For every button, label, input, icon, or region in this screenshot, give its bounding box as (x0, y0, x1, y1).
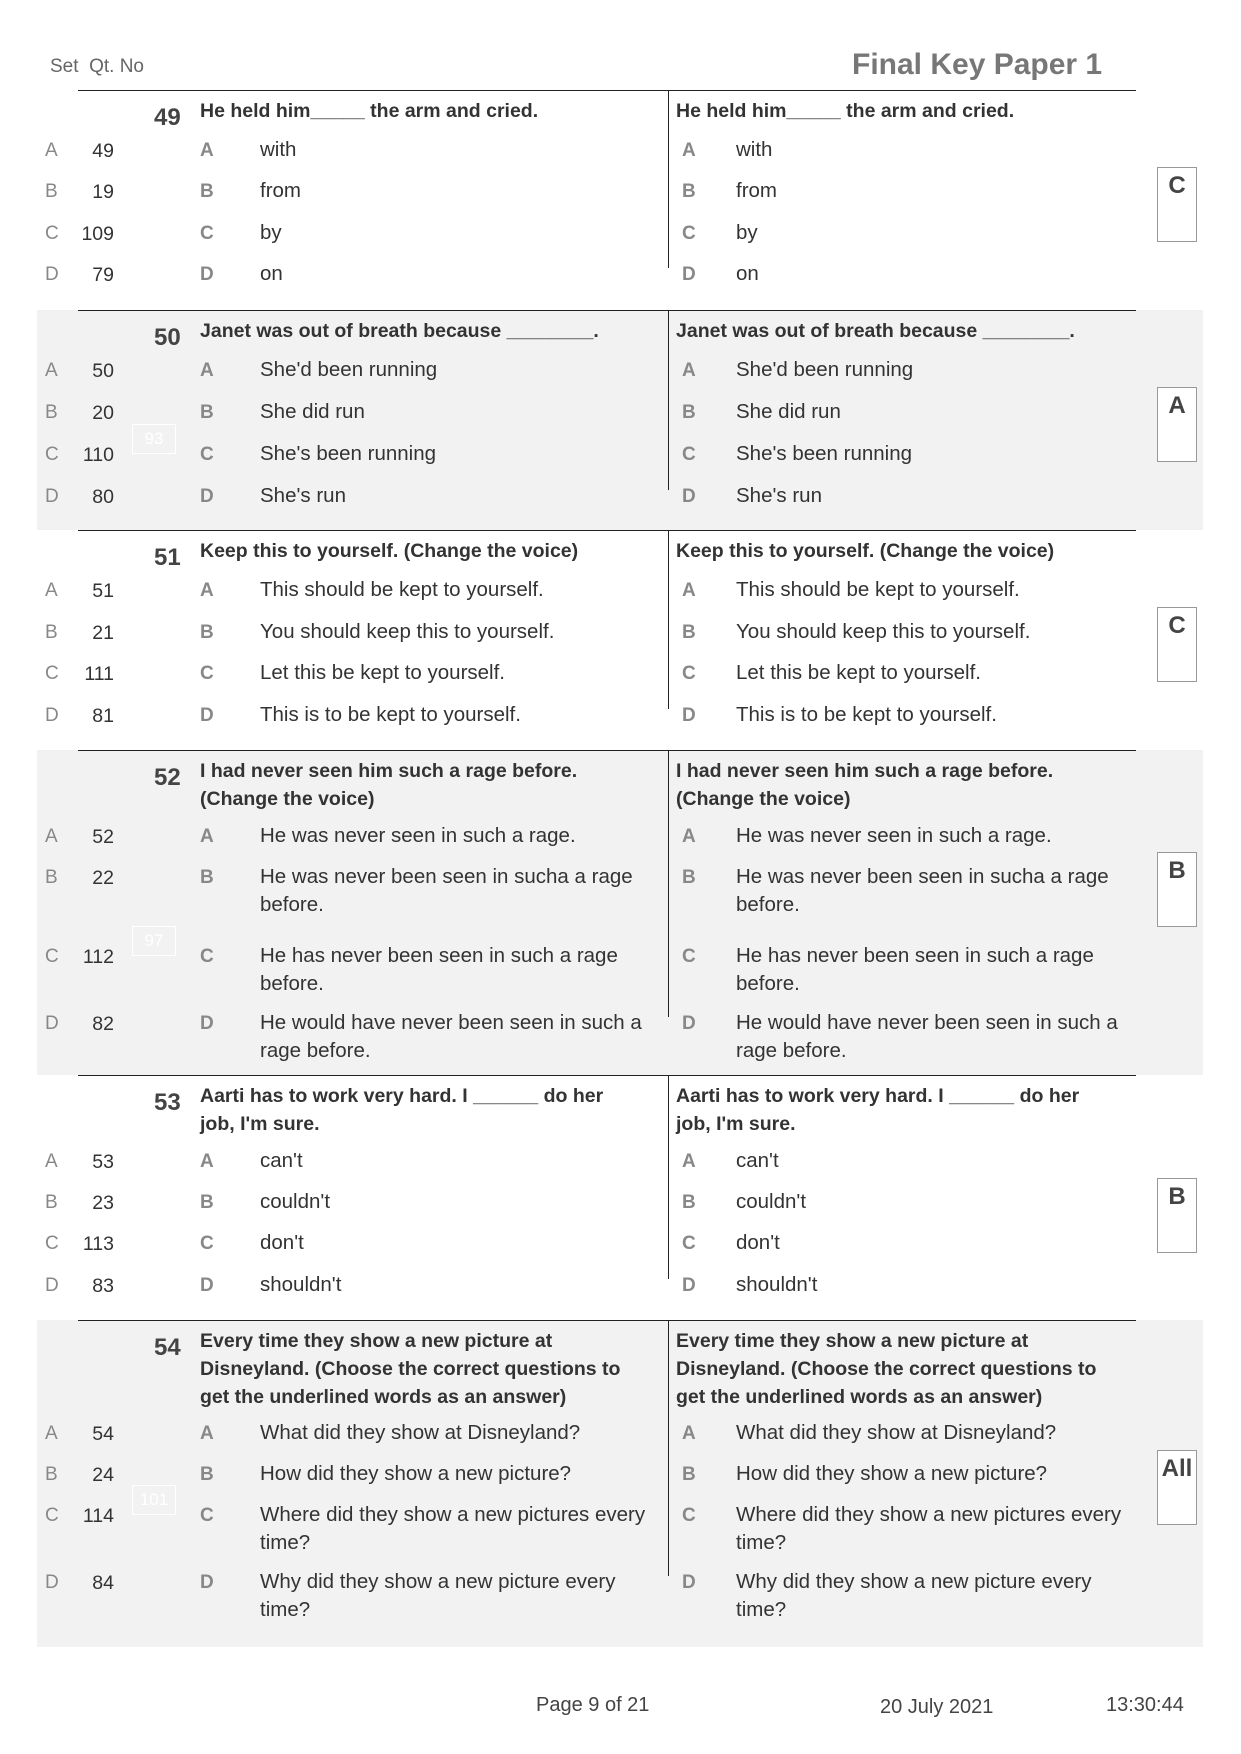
set-letter: B (45, 622, 58, 643)
option-text-right: Why did they show a new picture every time? (736, 1570, 1092, 1621)
option-text-right: He was never seen in such a rage. (736, 824, 1052, 847)
option-text-left: from (260, 179, 301, 202)
option-letter-right: B (682, 867, 696, 888)
set-question-number: 79 (92, 264, 114, 286)
option-text-right: She did run (736, 400, 841, 423)
question-number: 53 (154, 1089, 181, 1116)
option-text-left: don't (260, 1231, 304, 1254)
set-letter: D (45, 1572, 59, 1593)
answer-key-box: A (1157, 387, 1197, 462)
question-number: 49 (154, 104, 181, 131)
set-question-number: 114 (82, 1505, 114, 1527)
option-letter-right: B (682, 181, 696, 202)
option-letter-left: D (200, 264, 214, 285)
option-letter-right: C (682, 1233, 696, 1254)
option-text-right: This should be kept to yourself. (736, 578, 1020, 601)
option-letter-left: C (200, 663, 214, 684)
option-text-left: shouldn't (260, 1273, 342, 1296)
set-letter: C (45, 1505, 59, 1526)
column-divider (668, 530, 669, 709)
set-letter: C (45, 444, 59, 465)
question-stem-left: Janet was out of breath because ________. (200, 320, 599, 342)
option-letter-left: B (200, 622, 214, 643)
option-letter-left: A (200, 1151, 214, 1172)
set-letter: A (45, 140, 58, 161)
option-letter-right: C (682, 1505, 696, 1526)
set-question-number: 84 (92, 1572, 114, 1594)
option-letter-right: B (682, 1192, 696, 1213)
set-question-number: 19 (92, 181, 114, 203)
answer-key-box: C (1157, 167, 1197, 242)
option-letter-right: B (682, 622, 696, 643)
option-letter-left: C (200, 1505, 214, 1526)
option-letter-right: B (682, 402, 696, 423)
option-letter-right: D (682, 264, 696, 285)
option-letter-left: A (200, 826, 214, 847)
option-text-right: Let this be kept to yourself. (736, 661, 981, 684)
option-text-left: He was never seen in such a rage. (260, 824, 576, 847)
option-text-right: He would have never been seen in such a rage before. (736, 1011, 1118, 1062)
option-letter-right: A (682, 1423, 696, 1444)
option-letter-left: D (200, 1013, 214, 1034)
option-letter-left: D (200, 486, 214, 507)
option-letter-left: A (200, 1423, 214, 1444)
set-question-number: 21 (92, 622, 114, 644)
option-letter-left: C (200, 223, 214, 244)
option-text-left: She'd been running (260, 358, 438, 381)
option-text-right: with (736, 138, 773, 161)
option-text-right: You should keep this to yourself. (736, 620, 1031, 643)
set-letter: A (45, 1423, 58, 1444)
page-number: Page 9 of 21 (536, 1694, 650, 1716)
option-text-left: This is to be kept to yourself. (260, 703, 521, 726)
option-text-right: He was never been seen in sucha a rage before. (736, 865, 1109, 916)
answer-key-box: B (1157, 1178, 1197, 1253)
set-letter: C (45, 223, 59, 244)
question-number: 51 (154, 544, 181, 571)
option-text-right: can't (736, 1149, 779, 1172)
set-letter: D (45, 486, 59, 507)
option-text-right: He has never been seen in such a rage before. (736, 944, 1094, 995)
option-letter-left: B (200, 1192, 214, 1213)
option-letter-right: B (682, 1464, 696, 1485)
option-letter-left: A (200, 360, 214, 381)
set-letter: D (45, 1275, 59, 1296)
option-letter-right: A (682, 140, 696, 161)
set-letter: A (45, 580, 58, 601)
question-number: 54 (154, 1334, 181, 1361)
question-stem-right: Keep this to yourself. (Change the voice) (676, 540, 1055, 562)
option-letter-left: B (200, 867, 214, 888)
question-stem-right: Janet was out of breath because ________. (676, 320, 1075, 342)
question-divider (78, 1320, 1136, 1321)
option-text-right: She's been running (736, 442, 913, 465)
column-divider (668, 90, 669, 268)
set-letter: B (45, 867, 58, 888)
option-letter-right: D (682, 1275, 696, 1296)
answer-key-box: All (1157, 1450, 1197, 1525)
set-letter: D (45, 264, 59, 285)
option-letter-left: C (200, 946, 214, 967)
option-letter-right: A (682, 1151, 696, 1172)
option-text-left: He has never been seen in such a rage before. (260, 944, 618, 995)
option-text-left: This should be kept to yourself. (260, 578, 544, 601)
question-divider (78, 1075, 1136, 1076)
question-number: 52 (154, 764, 181, 791)
option-letter-left: B (200, 181, 214, 202)
option-text-right: by (736, 221, 758, 244)
set-question-number: 54 (92, 1423, 114, 1445)
question-divider (78, 530, 1136, 531)
option-letter-left: B (200, 402, 214, 423)
set-question-number: 109 (81, 223, 114, 245)
option-text-right: don't (736, 1231, 780, 1254)
option-letter-right: A (682, 580, 696, 601)
column-divider (668, 750, 669, 1017)
option-letter-left: C (200, 1233, 214, 1254)
option-letter-left: D (200, 705, 214, 726)
question-divider (78, 750, 1136, 751)
option-text-left: He was never been seen in sucha a rage before. (260, 865, 633, 916)
question-stem-right: Every time they show a new picture at Disneyland. (Choose the correct questions to get the underlined words as an answer) (676, 1330, 1097, 1408)
faded-reference-box: 97 (132, 926, 176, 956)
option-letter-right: C (682, 663, 696, 684)
set-label: Set (50, 56, 79, 77)
set-letter: A (45, 360, 58, 381)
page-title: Final Key Paper 1 (852, 48, 1103, 81)
question-number: 50 (154, 324, 181, 351)
set-question-number: 82 (92, 1013, 114, 1035)
set-question-number: 24 (92, 1464, 114, 1486)
set-letter: C (45, 1233, 59, 1254)
option-letter-right: A (682, 826, 696, 847)
set-question-number: 49 (92, 140, 114, 162)
option-text-left: Let this be kept to yourself. (260, 661, 505, 684)
option-letter-right: D (682, 1013, 696, 1034)
set-question-number: 113 (82, 1233, 114, 1255)
option-text-left: by (260, 221, 282, 244)
question-stem-left: I had never seen him such a rage before. (Change the voice) (200, 760, 578, 810)
option-letter-left: A (200, 580, 214, 601)
set-question-number: 83 (92, 1275, 114, 1297)
option-text-right: Where did they show a new pictures every time? (736, 1503, 1122, 1554)
question-stem-left: Keep this to yourself. (Change the voice) (200, 540, 579, 562)
question-stem-right: He held him_____ the arm and cried. (676, 100, 1015, 122)
set-letter: D (45, 705, 59, 726)
option-text-left: She's run (260, 484, 346, 507)
set-question-number: 111 (84, 663, 114, 685)
option-letter-right: D (682, 705, 696, 726)
question-stem-right: Aarti has to work very hard. I ______ do her job, I'm sure. (676, 1085, 1080, 1135)
answer-key-box: C (1157, 607, 1197, 682)
question-stem-right: I had never seen him such a rage before. (Change the voice) (676, 760, 1054, 810)
column-divider (668, 310, 669, 490)
option-text-left: She's been running (260, 442, 437, 465)
option-letter-left: D (200, 1275, 214, 1296)
qtno-label: Qt. No (89, 56, 144, 77)
option-text-right: She's run (736, 484, 822, 507)
option-text-left: How did they show a new picture? (260, 1462, 572, 1485)
option-text-left: Why did they show a new picture every time? (260, 1570, 616, 1621)
option-text-right: How did they show a new picture? (736, 1462, 1048, 1485)
set-question-number: 52 (92, 826, 114, 848)
option-text-left: Where did they show a new pictures every time? (260, 1503, 646, 1554)
column-divider (668, 1320, 669, 1576)
set-letter: C (45, 946, 59, 967)
option-letter-right: C (682, 444, 696, 465)
option-text-left: with (260, 138, 297, 161)
option-text-left: couldn't (260, 1190, 331, 1213)
option-text-left: She did run (260, 400, 365, 423)
option-letter-right: C (682, 223, 696, 244)
set-letter: B (45, 181, 58, 202)
question-stem-left: Aarti has to work very hard. I ______ do her job, I'm sure. (200, 1085, 604, 1135)
set-question-number: 110 (82, 444, 114, 466)
faded-reference-box: 93 (132, 424, 176, 454)
option-text-left: on (260, 262, 283, 285)
question-stem-left: Every time they show a new picture at Disneyland. (Choose the correct questions to get the underlined words as an answer) (200, 1330, 621, 1408)
option-text-right: couldn't (736, 1190, 807, 1213)
option-letter-left: A (200, 140, 214, 161)
set-question-number: 53 (92, 1151, 114, 1173)
option-letter-right: D (682, 1572, 696, 1593)
set-letter: D (45, 1013, 59, 1034)
option-letter-left: C (200, 444, 214, 465)
option-letter-right: A (682, 360, 696, 381)
set-question-number: 20 (92, 402, 114, 424)
set-question-number: 81 (92, 705, 114, 727)
option-text-right: shouldn't (736, 1273, 818, 1296)
set-question-number: 80 (92, 486, 114, 508)
question-divider (78, 90, 1136, 91)
option-text-left: You should keep this to yourself. (260, 620, 555, 643)
set-letter: B (45, 1192, 58, 1213)
option-text-right: from (736, 179, 777, 202)
set-letter: B (45, 1464, 58, 1485)
option-text-left: He would have never been seen in such a rage before. (260, 1011, 642, 1062)
set-letter: A (45, 826, 58, 847)
option-text-right: on (736, 262, 759, 285)
option-letter-right: D (682, 486, 696, 507)
option-letter-right: C (682, 946, 696, 967)
question-divider (78, 310, 1136, 311)
set-question-number: 51 (92, 580, 114, 602)
option-text-right: She'd been running (736, 358, 914, 381)
option-letter-left: D (200, 1572, 214, 1593)
footer-date: 20 July 2021 (880, 1696, 994, 1718)
set-question-number: 22 (92, 867, 114, 889)
option-text-left: What did they show at Disneyland? (260, 1421, 581, 1444)
question-stem-left: He held him_____ the arm and cried. (200, 100, 539, 122)
set-letter: B (45, 402, 58, 423)
option-letter-left: B (200, 1464, 214, 1485)
answer-key-box: B (1157, 852, 1197, 927)
set-qtno-header (50, 56, 144, 78)
column-divider (668, 1075, 669, 1279)
option-text-right: What did they show at Disneyland? (736, 1421, 1057, 1444)
set-question-number: 50 (92, 360, 114, 382)
option-text-left: can't (260, 1149, 303, 1172)
faded-reference-box: 101 (132, 1485, 176, 1515)
set-letter: A (45, 1151, 58, 1172)
set-question-number: 112 (82, 946, 114, 968)
footer-time: 13:30:44 (1106, 1694, 1184, 1716)
option-text-right: This is to be kept to yourself. (736, 703, 997, 726)
set-letter: C (45, 663, 59, 684)
set-question-number: 23 (92, 1192, 114, 1214)
